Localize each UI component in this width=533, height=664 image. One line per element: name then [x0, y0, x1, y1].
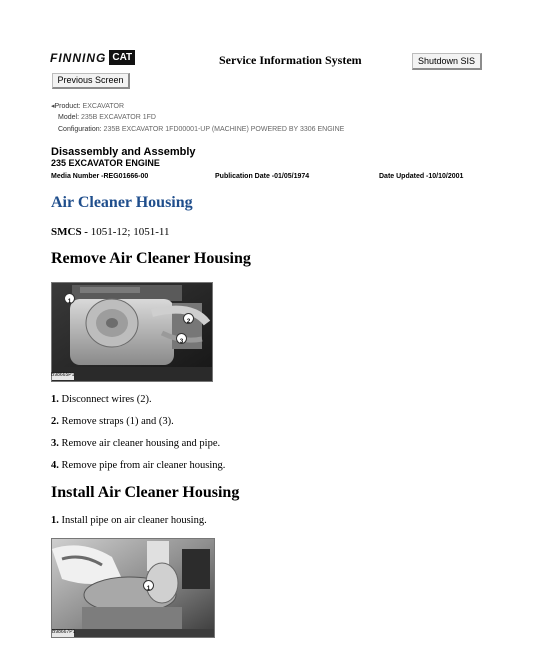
date-updated: Date Updated -10/10/2001	[379, 173, 464, 180]
configuration-label: Configuration:	[58, 126, 102, 133]
product-label: Product:	[54, 103, 81, 110]
subsection-heading: 235 EXCAVATOR ENGINE	[51, 158, 160, 168]
back-arrow-icon[interactable]: ◂	[51, 103, 55, 110]
smcs-value: 1051-12; 1051-11	[90, 226, 170, 238]
remove-callout-1: 1	[64, 293, 75, 304]
remove-heading: Remove Air Cleaner Housing	[51, 250, 251, 267]
configuration-line	[58, 126, 344, 133]
publication-date: Publication Date -01/05/1974	[215, 173, 310, 180]
previous-screen-button[interactable]: Previous Screen	[52, 73, 130, 89]
finning-wordmark: FINNING	[50, 50, 107, 65]
install-callout-1: 1	[143, 580, 154, 591]
remove-step: 1. Disconnect wires (2).	[51, 394, 152, 405]
cat-logo-mark: CAT	[109, 50, 135, 65]
system-title: Service Information System	[219, 53, 362, 67]
install-heading: Install Air Cleaner Housing	[51, 484, 240, 501]
install-step: 1. Install pipe on air cleaner housing.	[51, 515, 207, 526]
finning-cat-logo	[50, 50, 135, 65]
remove-step: 3. Remove air cleaner housing and pipe.	[51, 438, 221, 449]
model-value: 235B EXCAVATOR 1FD	[80, 114, 156, 121]
remove-step: 4. Remove pipe from air cleaner housing.	[51, 460, 226, 471]
smcs-line	[51, 226, 169, 238]
install-illustration	[51, 538, 215, 638]
install-figure-id: B98667P1	[52, 629, 76, 635]
remove-illustration	[51, 282, 213, 382]
shutdown-sis-button[interactable]: Shutdown SIS	[412, 53, 482, 70]
configuration-value: 235B EXCAVATOR 1FD00001-UP (MACHINE) POWERED BY 3306 ENGINE	[103, 126, 345, 133]
product-value: EXCAVATOR	[82, 103, 125, 110]
remove-callout-2: 2	[183, 313, 194, 324]
page-title: Air Cleaner Housing	[51, 194, 193, 211]
remove-step: 2. Remove straps (1) and (3).	[51, 416, 174, 427]
model-line	[58, 114, 156, 121]
model-label: Model:	[58, 114, 80, 121]
product-line	[51, 102, 124, 110]
remove-callout-3: 3	[176, 333, 187, 344]
section-heading: Disassembly and Assembly	[51, 146, 196, 158]
media-number: Media Number -REG01666-00	[51, 173, 149, 180]
smcs-label: SMCS -	[51, 226, 88, 238]
remove-figure-id: B98665P1	[51, 372, 75, 378]
